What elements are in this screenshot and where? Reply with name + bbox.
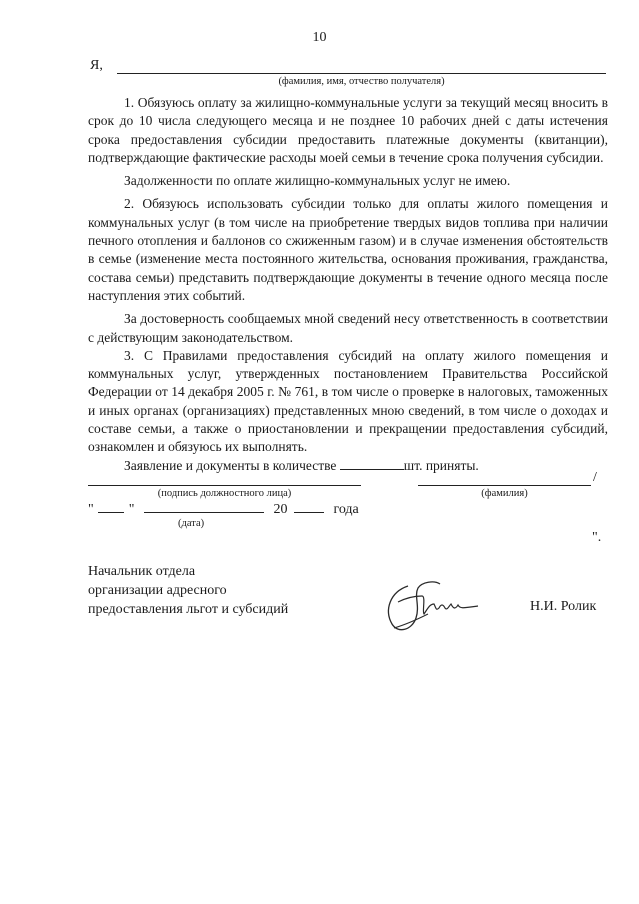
date-century: 20 <box>273 502 288 517</box>
official-signature-caption: (подпись должностного лица) <box>157 488 292 499</box>
date-quote-close: " <box>128 502 135 517</box>
date-month-blank[interactable] <box>144 500 264 513</box>
closing-mark: ". <box>592 530 602 545</box>
document-body <box>88 94 608 475</box>
date-year-blank[interactable] <box>294 500 324 513</box>
acceptance-text-after: шт. приняты. <box>403 457 479 473</box>
surname-caption: (фамилия) <box>481 488 528 499</box>
paragraph-no-debt: Задолженности по оплате жилищно-коммунальных услуг не имею. <box>124 173 511 189</box>
position-line: Начальник отдела <box>88 564 196 579</box>
date-day-blank[interactable] <box>98 500 124 513</box>
date-row <box>88 500 359 518</box>
document-count-blank[interactable] <box>340 457 404 470</box>
paragraph-responsibility: За достоверность сообщаемых мной сведений несу ответственность в соответствии с действующим законодательством. <box>88 311 608 345</box>
slash-mark: / <box>593 470 597 485</box>
paragraph-obligation-usage: 2. Обязуюсь использовать субсидии только для оплаты жилого помещения и коммунальных услуг (в том числе на приобретение твердых видов топлива при наличии печного отопления и баллонов со сжиженным газом) и в случае изменения обстоятельств в семье (изменение места постоянного жительства, основания проживания, гражданства, состава семьи) представить подтверждающие документы в течение одного месяца после наступления этих событий. <box>88 196 608 303</box>
date-year-word: года <box>333 502 359 517</box>
date-quote-open: " <box>88 502 94 517</box>
date-caption: (дата) <box>178 518 205 529</box>
position-line: организации адресного <box>88 583 227 598</box>
official-signature-line[interactable] <box>88 485 361 486</box>
declarant-name-blank[interactable] <box>117 73 606 74</box>
paragraph-obligation-payment: 1. Обязуюсь оплату за жилищно-коммунальные услуги за текущий месяц вносить в срок до 10 числа следующего месяца и не позднее 10 рабочих дней с даты истечения срока предоставления субсидии предоставить платежные документы (квитанции), подтверждающие фактические расходы моей семьи в течение срока получения субсидии. <box>88 95 608 165</box>
paragraph-acceptance <box>88 457 608 475</box>
position-line: предоставления льгот и субсидий <box>88 602 289 617</box>
acceptance-text-before: Заявление и документы в количестве <box>124 457 340 473</box>
paragraph-rules-acknowledgement: 3. С Правилами предоставления субсидий на оплату жилого помещения и коммунальных услуг, утвержденных постановлением Правительства Российской Федерации от 14 декабря 2005 г. № 761, в том числе о проверке в налоговых, таможенных и иных органах (организациях) представленных мною сведений, в том числе о доходах и составе семьи, а также о приостановлении и прекращении предоставления субсидий, ознакомлен и обязуюсь их выполнять. <box>88 347 608 455</box>
declarant-prefix: Я, <box>90 58 103 73</box>
page-number: 10 <box>312 30 327 45</box>
handwritten-signature <box>378 578 488 638</box>
surname-line[interactable] <box>418 485 591 486</box>
official-position <box>88 562 288 619</box>
official-name: Н.И. Ролик <box>530 599 597 614</box>
declarant-caption: (фамилия, имя, отчество получателя) <box>278 76 445 87</box>
